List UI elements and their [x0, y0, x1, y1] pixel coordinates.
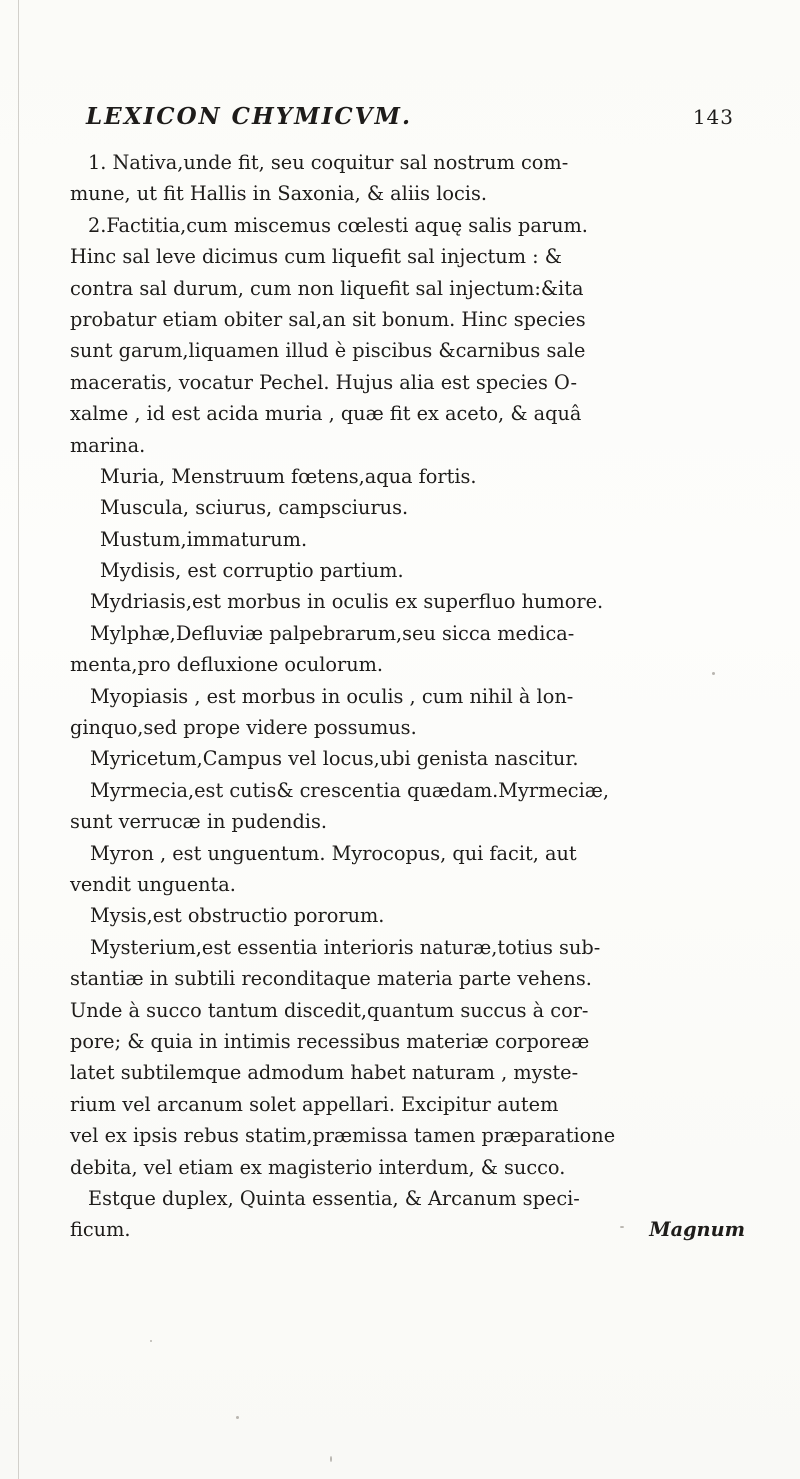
entry-line: Myrmecia,est cutis& crescentia quædam.Myrmeciæ,: [90, 778, 610, 802]
catchword: Magnum: [649, 1218, 745, 1242]
entry-line: Myricetum,Campus vel locus,ubi genista nascitur.: [90, 747, 579, 771]
text-line: 2.Factitia,cum miscemus cœlesti aquę salis parum.: [88, 213, 588, 237]
text-line: marina.: [70, 433, 146, 457]
entry-line: Mydisis, est corruptio partium.: [100, 559, 404, 583]
text-line: ficum.: [70, 1218, 131, 1242]
last-line: [70, 1214, 745, 1245]
entry-line: Muria, Menstruum fœtens,aqua fortis.: [100, 464, 477, 488]
text-line: Hinc sal leve dicimus cum liquefit sal injectum : &: [70, 245, 562, 269]
text-line: menta,pro defluxione oculorum.: [70, 653, 384, 677]
text-line: debita, vel etiam ex magisterio interdum, & succo.: [70, 1155, 566, 1179]
text-line: xalme , id est acida muria , quæ fit ex aceto, & aquâ: [70, 402, 582, 426]
paper-speck: [712, 672, 715, 675]
paper-speck: [150, 1340, 152, 1342]
paper-speck: [330, 1456, 332, 1462]
page-fold-line: [18, 0, 19, 1479]
running-title: LEXICON CHYMICVM.: [86, 103, 412, 130]
text-line: 1. Nativa,unde fit, seu coquitur sal nostrum com-: [88, 151, 569, 174]
text-line: Unde à succo tantum discedit,quantum succus à cor-: [70, 998, 589, 1022]
paper-speck: [620, 1226, 624, 1228]
body-text: [70, 147, 745, 1246]
text-line: stantiæ in subtili reconditaque materia parte vehens.: [70, 967, 592, 991]
entry-line: Mustum,immaturum.: [100, 527, 308, 551]
entry-line: Muscula, sciurus, campsciurus.: [100, 496, 409, 520]
paper-speck: [236, 1416, 239, 1419]
text-line: sunt garum,liquamen illud è piscibus &carnibus sale: [70, 339, 586, 363]
page-header: [86, 103, 746, 139]
entry-line: Mylphæ,Defluviæ palpebrarum,seu sicca medica-: [90, 621, 575, 645]
text-line: maceratis, vocatur Pechel. Hujus alia est species O-: [70, 370, 578, 394]
text-line: mune, ut fit Hallis in Saxonia, & aliis locis.: [70, 182, 487, 206]
entry-line: Mysis,est obstructio pororum.: [90, 904, 385, 928]
text-line: pore; & quia in intimis recessibus materiæ corporeæ: [70, 1029, 590, 1053]
text-line: rium vel arcanum solet appellari. Excipitur autem: [70, 1092, 559, 1116]
entry-line: Mysterium,est essentia interioris naturæ,totius sub-: [90, 935, 601, 959]
entry-line: Mydriasis,est morbus in oculis ex superfluo humore.: [90, 590, 604, 614]
page-number: 143: [692, 105, 734, 129]
text-line: sunt verrucæ in pudendis.: [70, 810, 327, 834]
text-line: contra sal durum, cum non liquefit sal injectum:&ita: [70, 276, 584, 300]
entry-line: Myron , est unguentum. Myrocopus, qui facit, aut: [90, 841, 577, 865]
text-line: vendit unguenta.: [70, 872, 236, 896]
text-line: probatur etiam obiter sal,an sit bonum. Hinc species: [70, 307, 586, 331]
text-line: latet subtilemque admodum habet naturam , myste-: [70, 1061, 579, 1085]
text-line: vel ex ipsis rebus statim,præmissa tamen præparatione: [70, 1124, 616, 1148]
text-line: ginquo,sed prope videre possumus.: [70, 716, 417, 740]
text-line: Estque duplex, Quinta essentia, & Arcanum speci-: [88, 1186, 580, 1210]
entry-line: Myopiasis , est morbus in oculis , cum nihil à lon-: [90, 684, 574, 708]
